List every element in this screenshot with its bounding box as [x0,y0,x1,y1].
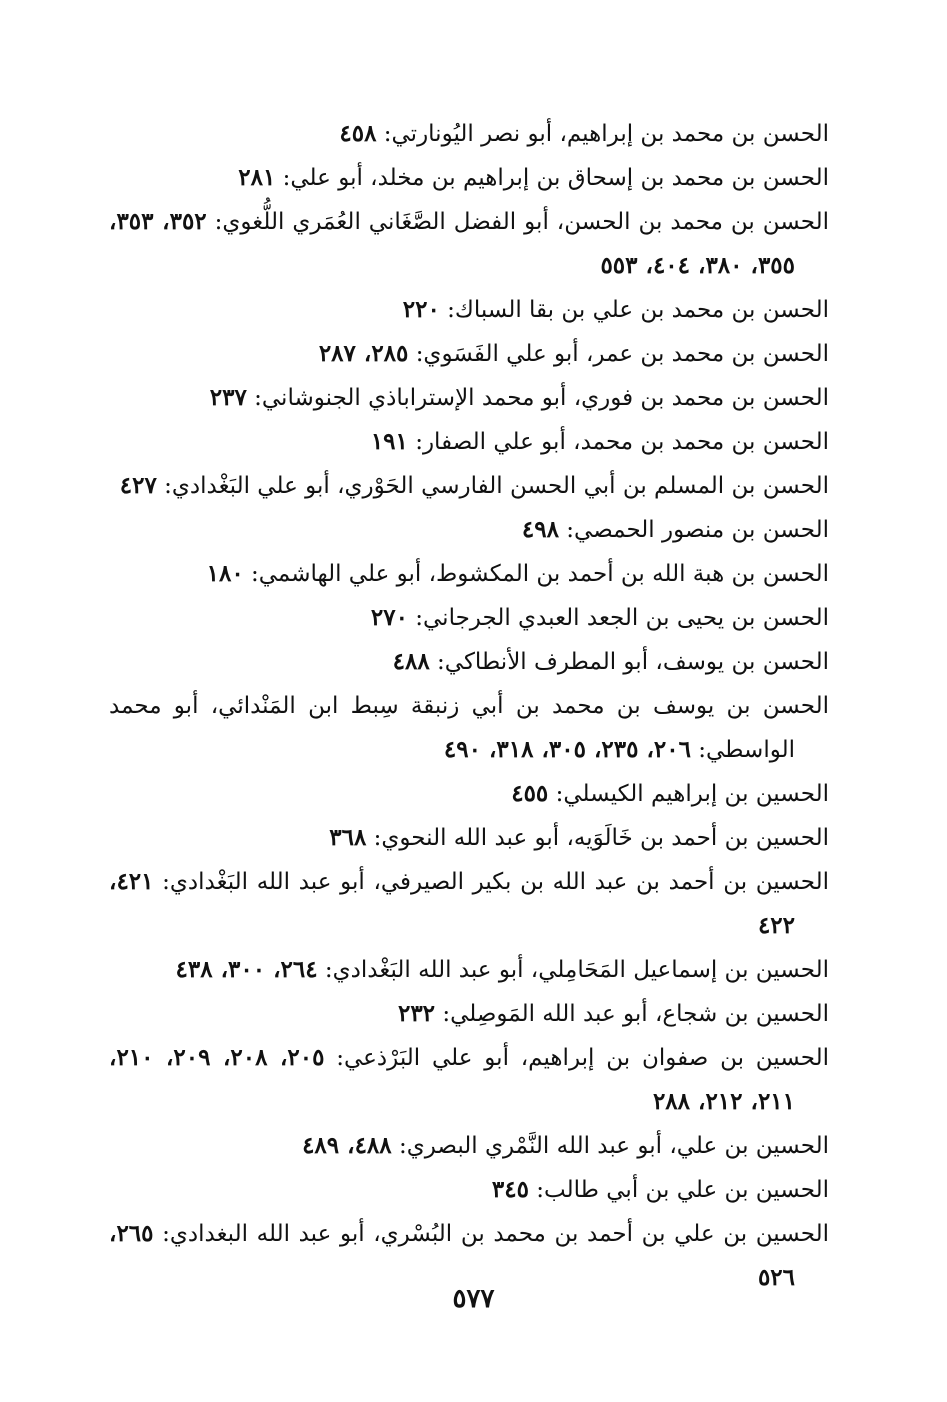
entry-name: الحسين بن أحمد بن عبد الله بن بكير الصيرفي، أبو عبد الله البَغْدادي: [162,869,830,895]
entry-name: الحسن بن محمد بن علي بن بقا السباك: [447,297,829,323]
index-entry [109,332,829,376]
entry-name: الحسن بن منصور الحمصي: [566,517,829,543]
entry-name: الحسن بن يوسف بن محمد بن أبي زنبقة سِبط ابن المَنْدائي، أبو محمد الواسطي: [109,693,829,763]
index-entry [109,288,829,332]
entry-pages: ٤٢١، ٤٢٢ [109,868,795,939]
index-entry [109,640,829,684]
entry-name: الحسن بن محمد بن الحسن، أبو الفضل الصَّغَاني العُمَري اللُّغوي: [214,209,830,235]
index-entry [109,420,829,464]
entry-name: الحسن بن محمد بن فوري، أبو محمد الإستراباذي الجنوشاني: [254,385,829,411]
entry-pages: ٤٨٨ [392,648,430,675]
entry-pages: ٤٥٨ [339,120,377,147]
entry-pages: ٤٥٥ [511,780,549,807]
entry-name: الحسين بن إسماعيل المَحَامِلي، أبو عبد الله البَغْدادي: [324,957,829,983]
index-entry [109,1036,829,1124]
index-entry [109,772,829,816]
entry-name: الحسن بن محمد بن إبراهيم، أبو نصر اليُونارتي: [383,121,829,147]
index-entry [109,1124,829,1168]
index-entry [109,816,829,860]
page-number: ٥٧٧ [452,1284,495,1314]
entry-name: الحسن بن المسلم بن أبي الحسن الفارسي الحَوْري، أبو علي البَغْدادي: [164,473,829,499]
entry-pages: ٢٣٧ [209,384,247,411]
entry-pages: ٢٦٥، ٥٢٦ [109,1220,795,1291]
index-entry [109,156,829,200]
entry-pages: ٢٨٥، ٢٨٧ [318,340,409,367]
entry-pages: ٢٢٠ [402,296,440,323]
index-entry [109,860,829,948]
index-entry [109,376,829,420]
entry-pages: ٣٤٥ [491,1176,529,1203]
index-entry [109,948,829,992]
entry-name: الحسن بن هبة الله بن أحمد بن المكشوط، أبو علي الهاشمي: [251,561,829,587]
entry-pages: ٢٧٠ [370,604,408,631]
index-entries [109,112,829,1300]
entry-name: الحسن بن يوسف، أبو المطرف الأنطاكي: [437,649,829,675]
entry-name: الحسين بن إبراهيم الكيسلي: [555,781,829,807]
entry-name: الحسن بن محمد بن محمد، أبو علي الصفار: [415,429,829,455]
entry-name: الحسين بن شجاع، أبو عبد الله المَوصِلي: [442,1001,829,1027]
entry-name: الحسين بن علي بن أحمد بن محمد بن البُسْري، أبو عبد الله البغدادي: [162,1221,829,1247]
entry-pages: ٢٠٦، ٢٣٥، ٣٠٥، ٣١٨، ٤٩٠ [443,736,691,763]
index-entry [109,552,829,596]
entry-pages: ٤٨٨، ٤٨٩ [302,1132,392,1159]
entry-name: الحسن بن محمد بن عمر، أبو علي الفَسَوي: [415,341,829,367]
index-entry [109,992,829,1036]
index-entry [109,684,829,772]
entry-pages: ٢٠٥، ٢٠٨، ٢٠٩، ٢١٠، ٢١١، ٢١٢، ٢٨٨ [109,1044,795,1115]
entry-pages: ٢٨١ [238,164,276,191]
entry-pages: ٤٩٨ [521,516,559,543]
entry-name: الحسين بن علي بن أبي طالب: [536,1177,829,1203]
entry-pages: ١٨٠ [206,560,244,587]
entry-name: الحسن بن محمد بن إسحاق بن إبراهيم بن مخلد، أبو علي: [282,165,829,191]
entry-name: الحسين بن أحمد بن خَالَوَيه، أبو عبد الله النحوي: [373,825,829,851]
index-entry [109,596,829,640]
entry-pages: ٢٣٢ [397,1000,436,1027]
index-entry [109,464,829,508]
entry-pages: ١٩١ [370,428,408,455]
index-entry [109,1168,829,1212]
entry-name: الحسين بن صفوان بن إبراهيم، أبو علي البَرْذعي: [336,1045,829,1071]
entry-name: الحسين بن علي، أبو عبد الله النَّمْري البصري: [398,1133,829,1159]
index-entry [109,112,829,156]
entry-pages: ٤٢٧ [119,472,157,499]
entry-pages: ٢٦٤، ٣٠٠، ٤٣٨ [175,956,318,983]
entry-name: الحسن بن يحيى بن الجعد العبدي الجرجاني: [415,605,829,631]
entry-pages: ٣٥٢، ٣٥٣، ٣٥٥، ٣٨٠، ٤٠٤، ٥٥٣ [109,208,795,279]
index-entry [109,200,829,288]
index-entry [109,508,829,552]
entry-pages: ٣٦٨ [329,824,367,851]
